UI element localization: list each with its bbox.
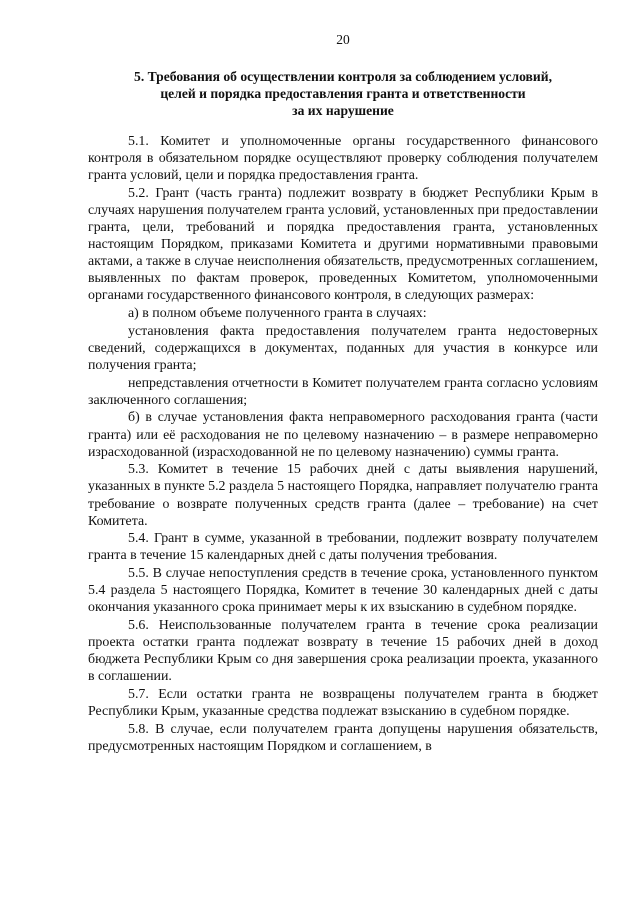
section-heading-line: целей и порядка предоставления гранта и ответственности xyxy=(160,86,526,101)
section-heading-line: 5. Требования об осуществлении контроля за соблюдением условий, xyxy=(134,69,552,84)
section-heading-line: за их нарушение xyxy=(292,103,394,118)
section-body xyxy=(88,133,598,755)
paragraph-5-1: 5.1. Комитет и уполномоченные органы государственного финансового контроля в обязательном порядке осуществляют проверку соблюдения получателем гранта условий, цели и порядка предоставления гранта. xyxy=(88,134,598,184)
paragraph-5-4: 5.4. Грант в сумме, указанной в требовании, подлежит возврату получателем гранта в течение 15 календарных дней с даты получения требования. xyxy=(88,531,598,564)
paragraph-5-2-a-item-2: непредставления отчетности в Комитет получателем гранта согласно условиям заключенного соглашения; xyxy=(88,375,598,408)
paragraph-5-3: 5.3. Комитет в течение 15 рабочих дней с даты выявления нарушений, указанных в пункте 5.2 раздела 5 настоящего Порядка, направляет получателю гранта требование о возврате полученных средств гранта (далее – требование) на счет Комитета. xyxy=(88,462,598,529)
paragraph-5-2-a: а) в полном объеме полученного гранта в случаях: xyxy=(128,306,427,322)
section-heading xyxy=(88,68,598,119)
paragraph-5-2-b: б) в случае установления факта неправомерного расходования гранта (части гранта) или её расходования не по целевому назначению – в размере неправомерно израсходованной (израсходованной не по целевому назначению) суммы гранта. xyxy=(88,410,598,460)
paragraph-5-5: 5.5. В случае непоступления средств в течение срока, установленного пунктом 5.4 раздела 5 настоящего Порядка, Комитет в течение 30 календарных дней с даты окончания указанного срока принимает меры к их взысканию в судебном порядке. xyxy=(88,566,598,616)
paragraph-5-8: 5.8. В случае, если получателем гранта допущены нарушения обязательств, предусмотренных настоящим Порядком и соглашением, в xyxy=(88,721,598,754)
paragraph-5-6: 5.6. Неиспользованные получателем гранта в течение срока реализации проекта остатки гранта подлежат возврату в течение 15 рабочих дней в доход бюджета Республики Крым со дня завершения срока реализации проекта, указанного в соглашении. xyxy=(88,617,598,685)
page-number: 20 xyxy=(336,32,350,47)
paragraph-5-2-a-item-1: установления факта предоставления получателем гранта недостоверных сведений, содержащихся в документах, поданных для участия в конкурсе или получения гранта; xyxy=(88,323,598,373)
paragraph-5-7: 5.7. Если остатки гранта не возвращены получателем гранта в бюджет Республики Крым, указанные средства подлежат взысканию в судебном порядке. xyxy=(88,686,598,720)
paragraph-5-2: 5.2. Грант (часть гранта) подлежит возврату в бюджет Республики Крым в случаях нарушения получателем гранта условий, установленных при предоставлении гранта, цели, требований и порядка предоставления гранта, установленных настоящим Порядком, приказами Комитета и другими нормативными правовыми актами, а также в случае неисполнения обязательств, предусмотренных соглашением, выявленных по фактам проверок, проведенных Комитетом, уполномоченными органами государственного финансового контроля, в следующих размерах: xyxy=(88,185,598,304)
